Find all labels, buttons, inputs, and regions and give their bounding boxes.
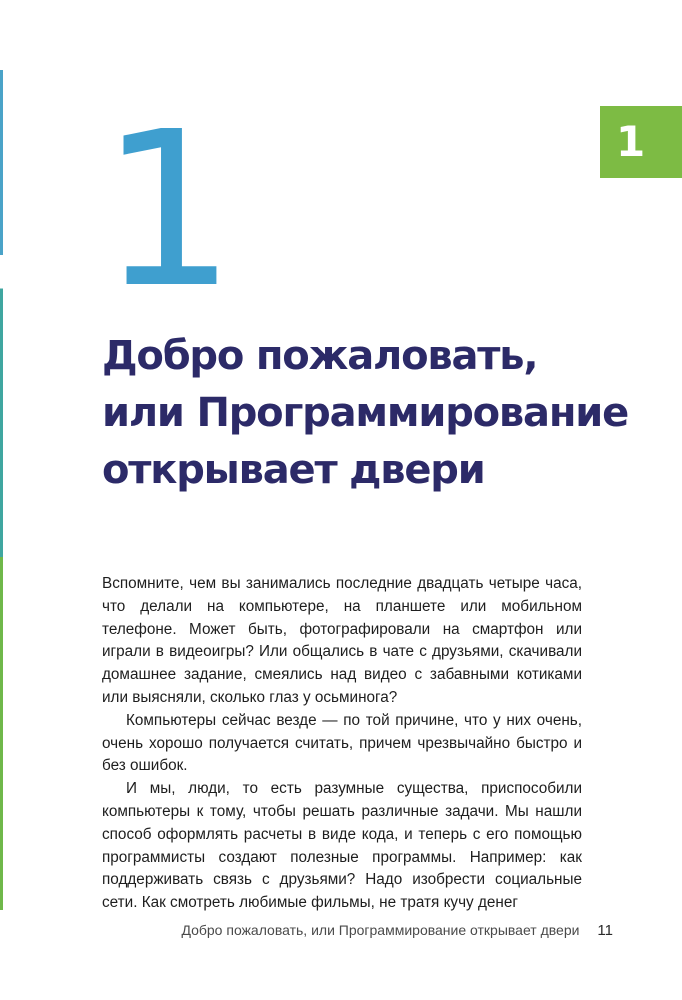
chapter-title-line: открывает двери [102, 447, 485, 493]
body-paragraph: Вспомните, чем вы занимались последние двадцать четыре часа, что делали на компьютере, на планшете или мобильном телефоне. Может быть, фотографировали на смартфон или играли в видеоигры? Или общались в чате с друзьями, скачивали домашнее задание, смеялись над видео с забавными котиками или выясняли, сколько глаз у осьминога? [102, 575, 582, 706]
running-title: Добро пожаловать, или Программирование открывает двери [181, 922, 580, 938]
chapter-title [102, 328, 629, 499]
chapter-badge [600, 106, 682, 178]
chapter-big-number: 1 [100, 86, 233, 335]
chapter-badge-number: 1 [616, 117, 646, 166]
body-paragraph: И мы, люди, то есть разумные существа, приспособили компьютеры к тому, чтобы решать различные задачи. Мы нашли способ оформлять расчеты в виде кода, и теперь с его помощью программисты создают полезные программы. Например: как поддерживать связь с друзьями? Надо изобрести социальные сети. Как смотреть любимые фильмы, не тратя кучу денег [102, 780, 582, 912]
page-number: 11 [597, 922, 613, 939]
chapter-title-line: Добро пожаловать, [102, 333, 538, 379]
chapter-body [102, 573, 582, 915]
chapter-title-line: или Программирование [102, 390, 629, 436]
page-edge-strip [0, 70, 3, 910]
page-footer [0, 922, 613, 939]
body-paragraph: Компьютеры сейчас везде — по той причине, что у них очень, очень хорошо получается считать, причем чрезвычайно быстро и без ошибок. [102, 711, 582, 775]
